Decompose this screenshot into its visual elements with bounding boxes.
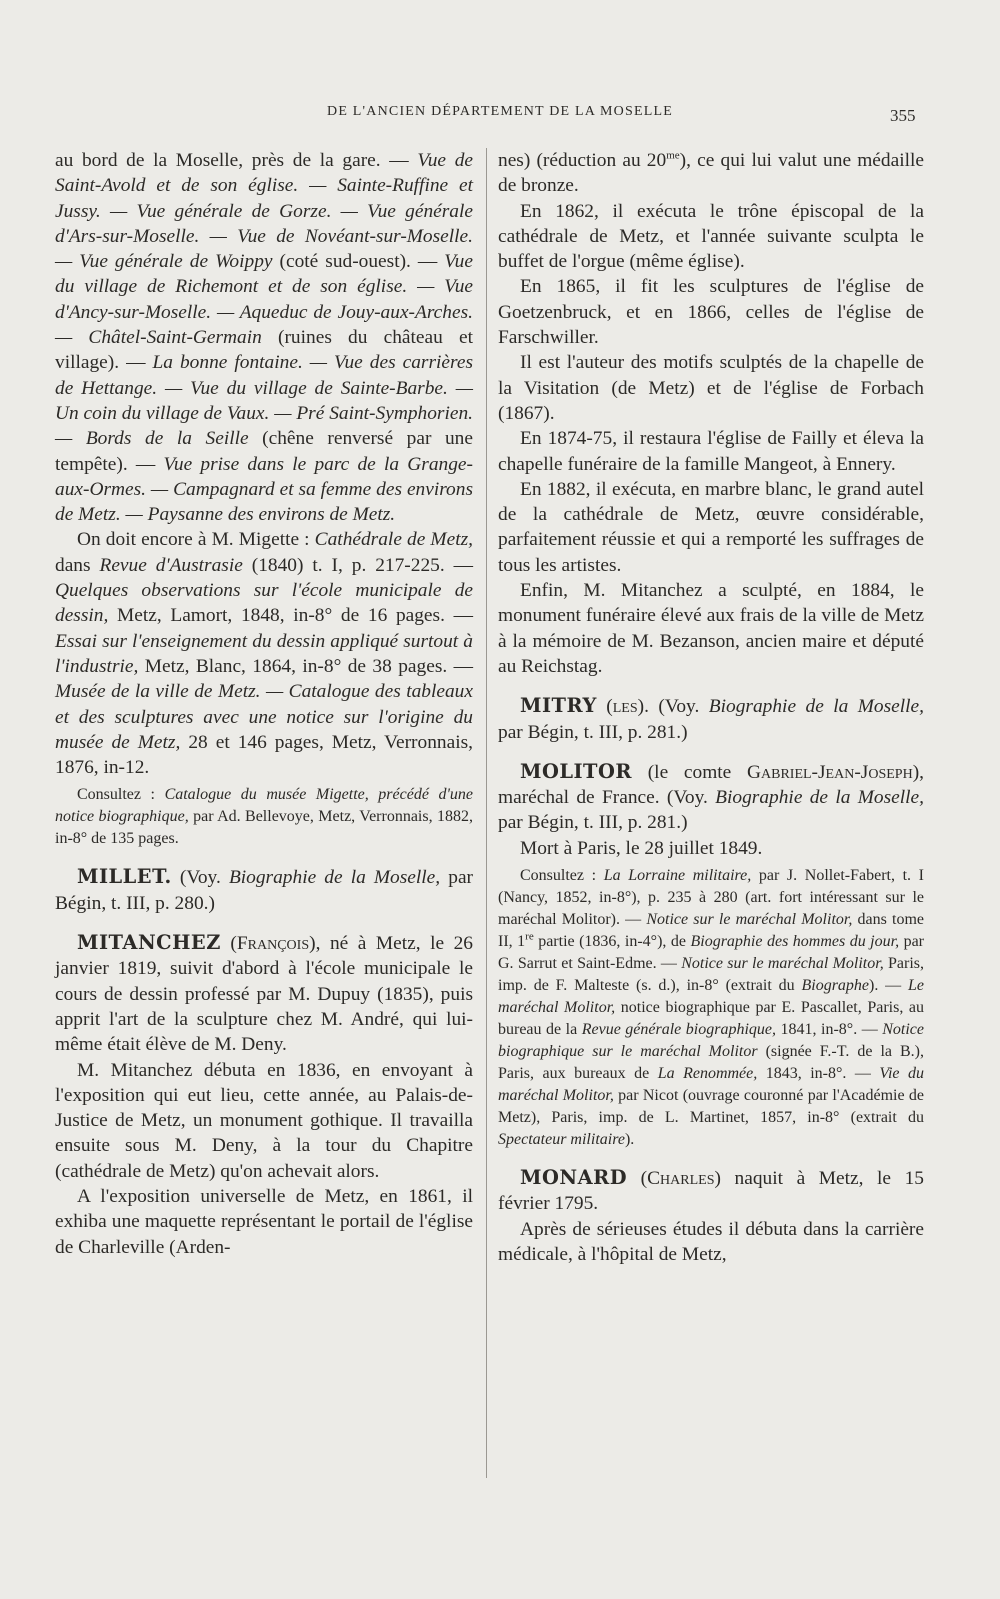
entry-monard: MONARD (Charles) naquit à Metz, le 15 février 1795.	[498, 1166, 925, 1215]
paragraph-views-list: au bord de la Moselle, près de la gare. — Vue de Saint-Avold et de son église. — Sainte-Ruffine et Jussy. — Vue générale de Gorze. — Vue générale d'Ars-sur-Moselle. — Vue de Novéant-sur-Moselle. — Vue générale de Woippy (coté sud-ouest). — Vue du village de Richemont et de son église. — Vue d'Ancy-sur-Moselle. — Aqueduc de Jouy-aux-Arches. — Châtel-Saint-Germain (ruines du château et village). — La bonne fontaine. — Vue des carrières de Hettange. — Vue du village de Sainte-Barbe. — Un coin du village de Vaux. — Pré Saint-Symphorien. — Bords de la Seille (chêne renversé par une tempête). — Vue prise dans le parc de la Grange-aux-Ormes. — Campagnard et sa femme des environs de Metz. — Paysanne des environs de Metz.	[55, 150, 474, 526]
page-number: 355	[890, 106, 916, 125]
headword-molitor: MOLITOR	[520, 759, 632, 783]
entry-mitanchez: MITANCHEZ (François), né à Metz, le 26 janvier 1819, suivit d'abord à l'école municipale le cours de dessin professé par M. Dupuy (1835), puis apprit l'art de la sculpture chez M. André, qui lui-même était élève de M. Deny.	[55, 931, 473, 1056]
paragraph-publications: On doit encore à M. Migette : Cathédrale de Metz, dans Revue d'Austrasie (1840) t. I, p. 217-225. — Quelques observations sur l'école municipale de dessin, Metz, Lamort, 1848, in-8° de 16 pages. — Essai sur l'enseignement du dessin appliqué surtout à l'industrie, Metz, Blanc, 1864, in-8° de 38 pages. — Musée de la ville de Metz. — Catalogue des tableaux et des sculptures avec une notice sur l'origine du musée de Metz, 28 et 146 pages, Metz, Verronnais, 1876, in-12.	[55, 529, 473, 779]
entry-millet: MILLET. (Voy. Biographie de la Moselle, par Bégin, t. III, p. 280.)	[55, 865, 474, 914]
column-divider	[486, 148, 487, 1478]
headword-mitry: MITRY	[520, 694, 597, 718]
note-consultez-molitor: Consultez : La Lorraine militaire, par J. Nollet-Fabert, t. I (Nancy, 1852, in-8°), p. 235 à 280 (art. fort intéressant sur le maréchal Molitor). — Notice sur le maréchal Molitor, dans tome II, 1re partie (1836, in-4°), de Biographie des hommes du jour, par G. Sarrut et Saint-Edme. — Notice sur le maréchal Molitor, Paris, imp. de F. Malteste (s. d.), in-8° (extrait du Biographe). — Le maréchal Molitor, notice biographique par E. Pascallet, Paris, au bureau de la Revue générale biographique, 1841, in-8°. — Notice biographique sur le maréchal Molitor (signée F.-T. de la B.), Paris, aux bureaux de La Renommée, 1843, in-8°. — Vie du maréchal Molitor, par Nicot (ouvrage couronné par l'Académie de Metz), Paris, imp. de L. Martinet, 1857, in-8° (extrait du Spectateur militaire).	[498, 867, 925, 1149]
paragraph-mitanchez-exposition: A l'exposition universelle de Metz, en 1861, il exhiba une maquette représentant le portail de l'église de Charleville (Arden-	[55, 1185, 473, 1258]
paragraph-mitanchez-debut: M. Mitanchez débuta en 1836, en envoyant à l'exposition qui eut lieu, cette année, au Palais-de-Justice de Metz, un monument gothique. Il travailla ensuite sous M. Deny, à la tour du Chapitre (cathédrale de Metz) qu'on achevait alors.	[55, 1059, 473, 1182]
paragraph-1882: En 1882, il exécuta, en marbre blanc, le grand autel de la cathédrale de Metz, œuvre considérable, parfaitement réussie et qui a remporté les suffrages de tous les artistes.	[498, 478, 924, 576]
paragraph-continuation: nes) (réduction au $20^{me}$), ce qui lui valut une médaille de bronze.	[498, 149, 924, 197]
entry-molitor: MOLITOR (le comte Gabriel-Jean-Joseph), maréchal de France. (Voy. Biographie de la Moselle, par Bégin, t. III, p. 281.)	[498, 759, 924, 834]
left-column	[55, 148, 473, 1260]
headword-mitanchez: MITANCHEZ	[77, 931, 221, 955]
headword-millet: MILLET.	[77, 865, 172, 889]
paragraph-1874: En 1874-75, il restaura l'église de Failly et éleva la chapelle funéraire de la famille Mangeot, à Ennery.	[498, 428, 924, 475]
right-column	[498, 148, 924, 1267]
paragraph-1884: Enfin, M. Mitanchez a sculpté, en 1884, le monument funéraire élevé aux frais de la ville de Metz à la mémoire de M. Bezanson, ancien maire et député au Reichstag.	[498, 580, 924, 677]
paragraph-motifs: Il est l'auteur des motifs sculptés de la chapelle de la Visitation (de Metz) et de l'église de Forbach (1867).	[498, 352, 924, 424]
headword-monard: MONARD	[520, 1166, 628, 1190]
paragraph-molitor-death: Mort à Paris, le 28 juillet 1849.	[520, 837, 763, 859]
note-consultez-migette: Consultez : Catalogue du musée Migette, précédé d'une notice biographique, par Ad. Bellevoye, Metz, Verronnais, 1882, in-8° de 135 pages.	[55, 786, 474, 848]
paragraph-1865: En 1865, il fit les sculptures de l'église de Goetzenbruck, et en 1866, celles de l'église de Farschwiller.	[498, 276, 924, 349]
paragraph-1862: En 1862, il exécuta le trône épiscopal de la cathédrale de Metz, et l'année suivante sculpta le buffet de l'orgue (même église).	[498, 200, 924, 273]
entry-mitry: MITRY (les). (Voy. Biographie de la Moselle, par Bégin, t. III, p. 281.)	[498, 694, 925, 743]
running-title: DE L'ANCIEN DÉPARTEMENT DE LA MOSELLE	[327, 104, 673, 119]
paragraph-monard-studies: Après de sérieuses études il débuta dans la carrière médicale, à l'hôpital de Metz,	[498, 1218, 924, 1265]
